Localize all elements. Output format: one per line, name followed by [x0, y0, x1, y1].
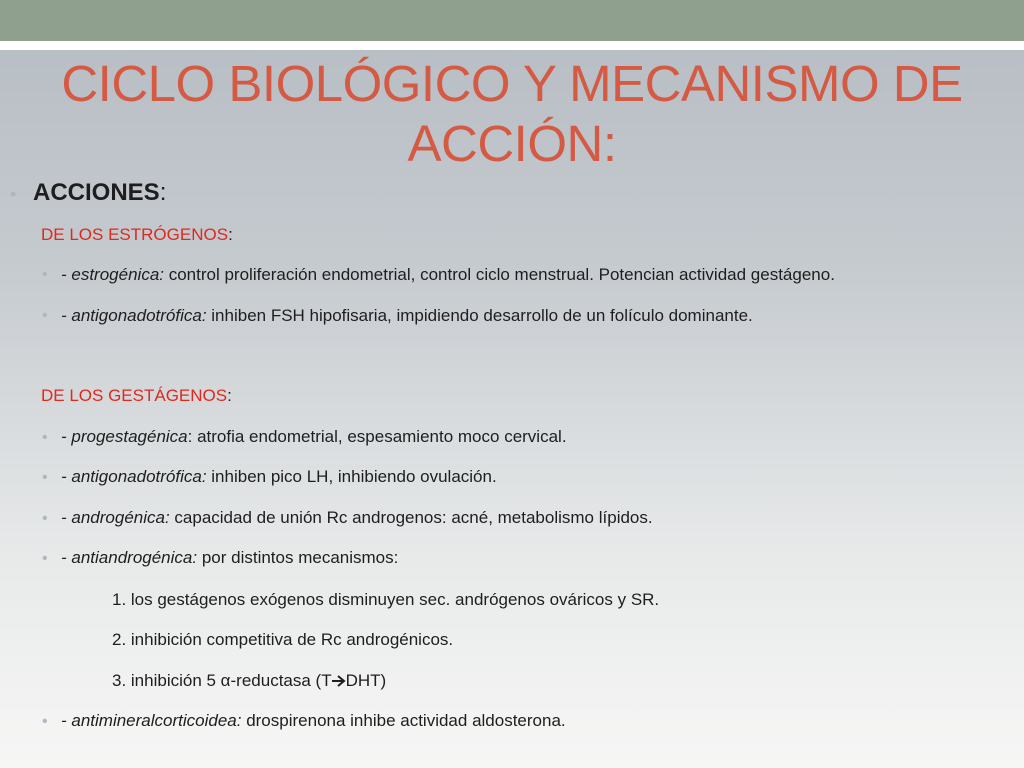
item-lead: - androgénica:	[61, 508, 170, 527]
right-arrow-icon	[332, 675, 346, 687]
top-divider	[0, 41, 1024, 50]
mechanism-3	[112, 671, 386, 691]
bullet-dot-icon: •	[10, 184, 17, 204]
subheading-gestagenos-label: LOS GESTÁGENOS	[64, 386, 228, 405]
subheading-estrogenos-label: LOS ESTRÓGENOS	[64, 225, 229, 244]
list-item	[61, 711, 566, 731]
heading-colon: :	[159, 179, 167, 206]
subheading-gestagenos-de: DE	[41, 386, 65, 405]
heading-label: ACCIONES	[33, 179, 160, 206]
mechanism-3-post: DHT)	[345, 671, 387, 690]
item-lead: - antigonadotrófica:	[61, 467, 207, 486]
subheading-estrogenos-de: DE	[41, 225, 65, 244]
item-text: : atrofia endometrial, espesamiento moco cervical.	[187, 427, 567, 446]
title-line-1: CICLO BIOLÓGICO Y MECANISMO DE	[61, 55, 963, 112]
list-item	[61, 467, 497, 487]
item-lead: - estrogénica:	[61, 265, 164, 284]
list-item	[61, 265, 835, 285]
item-text: inhiben pico LH, inhibiendo ovulación.	[206, 467, 497, 486]
section-heading	[33, 179, 166, 207]
subheading-estrogenos-colon: :	[228, 225, 233, 244]
item-lead: - antiandrogénica:	[61, 548, 198, 567]
mechanism-2: 2. inhibición competitiva de Rc androgénicos.	[112, 630, 454, 649]
list-item	[61, 427, 567, 447]
item-text: por distintos mecanismos:	[197, 548, 399, 567]
list-item	[61, 306, 753, 326]
title-line-2: ACCIÓN:	[407, 115, 617, 172]
slide-title	[40, 54, 984, 174]
subheading-estrogenos	[41, 225, 233, 245]
bullet-dot-icon: •	[42, 469, 48, 486]
item-text: drospirenona inhibe actividad aldosterona.	[241, 711, 566, 730]
subheading-gestagenos	[41, 386, 232, 406]
item-lead: - antigonadotrófica:	[61, 306, 207, 325]
item-text: control proliferación endometrial, control ciclo menstrual. Potencian actividad gestágeno.	[164, 265, 835, 284]
list-item	[61, 548, 398, 568]
list-item	[61, 508, 653, 528]
item-lead: - progestagénica	[61, 427, 188, 446]
subheading-gestagenos-colon: :	[227, 386, 232, 405]
bullet-dot-icon: •	[42, 550, 48, 567]
bullet-dot-icon: •	[42, 266, 48, 283]
item-text: inhiben FSH hipofisaria, impidiendo desarrollo de un folículo dominante.	[206, 306, 753, 325]
bullet-dot-icon: •	[42, 307, 48, 324]
bullet-dot-icon: •	[42, 510, 48, 527]
item-lead: - antimineralcorticoidea:	[61, 711, 242, 730]
mechanism-3-pre: 3. inhibición 5 α-reductasa (T	[112, 671, 332, 690]
bullet-dot-icon: •	[42, 713, 48, 730]
item-text: capacidad de unión Rc androgenos: acné, metabolismo lípidos.	[169, 508, 653, 527]
bullet-dot-icon: •	[42, 429, 48, 446]
top-bar	[0, 0, 1024, 41]
mechanism-1: 1. los gestágenos exógenos disminuyen sec. andrógenos ováricos y SR.	[112, 590, 660, 609]
